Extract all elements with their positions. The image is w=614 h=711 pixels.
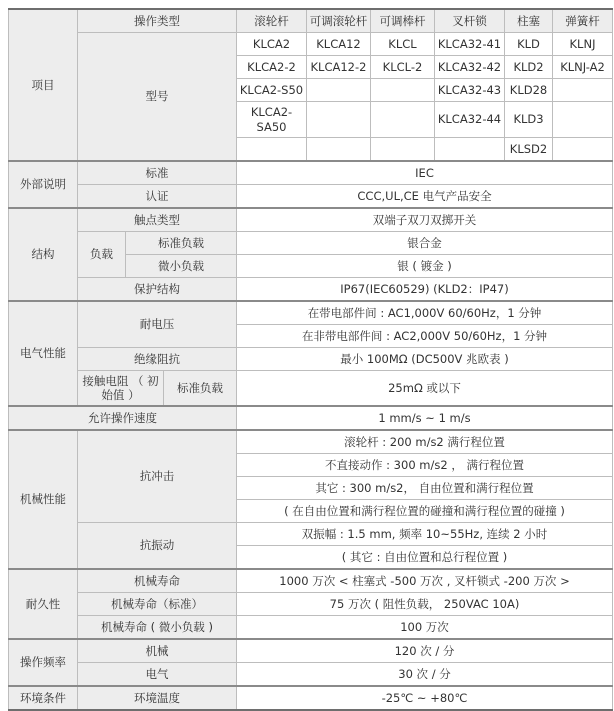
row-label-standard: 标准 — [78, 161, 237, 185]
value-contact-resistance: 25mΩ 或以下 — [237, 371, 613, 407]
model-cell: KLCA32-41 — [435, 33, 505, 56]
value-insulation: 最小 100MΩ (DC500V 兆欧表 ) — [237, 348, 613, 371]
row-mech-life-standard — [9, 593, 613, 616]
row-withstand-voltage-1 — [9, 301, 613, 325]
op-type-roller-lever: 滚轮杆 — [237, 9, 307, 33]
row-standard — [9, 161, 613, 185]
row-label-certification: 认证 — [78, 185, 237, 209]
section-label-items: 项目 — [9, 9, 78, 161]
value-contact-type: 双端子双刀双掷开关 — [237, 208, 613, 232]
row-freq-electrical — [9, 663, 613, 687]
model-cell-empty — [371, 102, 435, 138]
op-type-spring-rod: 弹簧杆 — [553, 9, 613, 33]
value-freq-mechanical: 120 次 / 分 — [237, 639, 613, 663]
model-cell: KLCA32-42 — [435, 56, 505, 79]
section-label-external: 外部说明 — [9, 161, 78, 208]
row-mech-life — [9, 569, 613, 593]
value-mech-life: 1000 万次 < 柱塞式 -500 万次 , 叉杆锁式 -200 万次 > — [237, 569, 613, 593]
row-label-vibration: 抗振动 — [78, 523, 237, 570]
row-label-contact-type: 触点类型 — [78, 208, 237, 232]
section-label-structure: 结构 — [9, 208, 78, 301]
row-label-micro-load: 微小负载 — [126, 255, 237, 278]
row-label-contact-resistance: 接触电阻 （ 初始值 ） — [78, 371, 164, 407]
row-shock-1 — [9, 430, 613, 454]
model-cell-empty — [307, 79, 371, 102]
section-label-mechanical: 机械性能 — [9, 430, 78, 569]
value-shock-2: 不直接动作 : 300 m/s2 ， 满行程位置 — [237, 454, 613, 477]
model-cell: KLD28 — [505, 79, 553, 102]
model-row-1 — [9, 33, 613, 56]
model-cell: KLD3 — [505, 102, 553, 138]
value-shock-1: 滚轮杆 : 200 m/s2 满行程位置 — [237, 430, 613, 454]
row-label-mech-life-micro: 机械寿命 ( 微小负载 ) — [78, 616, 237, 640]
row-label-ambient-temp: 环境温度 — [78, 686, 237, 710]
model-cell: KLCA2-S50 — [237, 79, 307, 102]
model-cell-empty — [435, 138, 505, 162]
model-cell: KLCA2-SA50 — [237, 102, 307, 138]
row-contact-type — [9, 208, 613, 232]
model-cell: KLNJ-A2 — [553, 56, 613, 79]
value-shock-3: 其它 : 300 m/s2， 自由位置和满行程位置 — [237, 477, 613, 500]
row-contact-resistance — [9, 371, 613, 407]
value-protection: IP67(IEC60529) (KLD2：IP47) — [237, 278, 613, 302]
op-type-plunger: 柱塞 — [505, 9, 553, 33]
model-cell: KLNJ — [553, 33, 613, 56]
row-label-shock: 抗冲击 — [78, 430, 237, 523]
value-withstand-nonlive: 在非带电部件间 : AC2,000V 50/60Hz，1 分钟 — [237, 325, 613, 348]
value-certification: CCC,UL,CE 电气产品安全 — [237, 185, 613, 209]
value-withstand-live: 在带电部件间 : AC1,000V 60/60Hz，1 分钟 — [237, 301, 613, 325]
model-cell: KLD2 — [505, 56, 553, 79]
model-cell: KLCA2-2 — [237, 56, 307, 79]
section-label-durability: 耐久性 — [9, 569, 78, 639]
section-label-environment: 环境条件 — [9, 686, 78, 710]
op-type-fork-lock: 叉杆锁 — [435, 9, 505, 33]
row-label-operating-speed: 允许操作速度 — [9, 406, 237, 430]
row-standard-load — [9, 232, 613, 255]
row-ambient-temp — [9, 686, 613, 710]
model-cell: KLCA2 — [237, 33, 307, 56]
row-label-load: 负载 — [78, 232, 126, 278]
row-vibration-1 — [9, 523, 613, 546]
value-vibration-2: ( 其它 : 自由位置和总行程位置 ) — [237, 546, 613, 570]
model-cell-empty — [553, 79, 613, 102]
value-vibration-1: 双振幅 : 1.5 mm, 频率 10~55Hz, 连续 2 小时 — [237, 523, 613, 546]
value-standard-load: 银合金 — [237, 232, 613, 255]
model-cell: KLCA32-44 — [435, 102, 505, 138]
model-cell: KLD — [505, 33, 553, 56]
row-insulation — [9, 348, 613, 371]
model-cell-empty — [237, 138, 307, 162]
section-label-frequency: 操作频率 — [9, 639, 78, 686]
op-type-adj-rod-lever: 可调棒杆 — [371, 9, 435, 33]
row-operation-types — [9, 9, 613, 33]
row-operating-speed — [9, 406, 613, 430]
model-cell: KLCA12 — [307, 33, 371, 56]
model-cell-empty — [307, 138, 371, 162]
model-cell-empty — [371, 138, 435, 162]
value-ambient-temp: -25℃ ~ +80℃ — [237, 686, 613, 710]
model-cell-empty — [553, 102, 613, 138]
spec-table — [8, 8, 613, 711]
row-protection — [9, 278, 613, 302]
value-standard: IEC — [237, 161, 613, 185]
value-micro-load: 银 ( 镀金 ) — [237, 255, 613, 278]
model-cell-empty — [371, 79, 435, 102]
row-mech-life-micro — [9, 616, 613, 640]
model-cell: KLCA32-43 — [435, 79, 505, 102]
model-cell: KLCL-2 — [371, 56, 435, 79]
row-label-contact-resistance-load: 标准负载 — [164, 371, 237, 407]
value-operating-speed: 1 mm/s ~ 1 m/s — [237, 406, 613, 430]
value-shock-4: ( 在自由位置和满行程位置的碰撞和满行程位置的碰撞 ) — [237, 500, 613, 523]
section-label-electrical: 电气性能 — [9, 301, 78, 406]
model-cell-empty — [307, 102, 371, 138]
value-mech-life-micro: 100 万次 — [237, 616, 613, 640]
row-label-withstand-voltage: 耐电压 — [78, 301, 237, 348]
row-label-mech-life-standard: 机械寿命（标准） — [78, 593, 237, 616]
model-cell: KLCA12-2 — [307, 56, 371, 79]
row-label-freq-electrical: 电气 — [78, 663, 237, 687]
op-type-adj-roller-lever: 可调滚轮杆 — [307, 9, 371, 33]
row-label-insulation: 绝缘阻抗 — [78, 348, 237, 371]
row-label-standard-load: 标准负载 — [126, 232, 237, 255]
row-label-freq-mechanical: 机械 — [78, 639, 237, 663]
row-label-mech-life: 机械寿命 — [78, 569, 237, 593]
model-cell: KLSD2 — [505, 138, 553, 162]
model-cell-empty — [553, 138, 613, 162]
value-mech-life-standard: 75 万次 ( 阻性负载， 250VAC 10A) — [237, 593, 613, 616]
model-header: 型号 — [78, 33, 237, 162]
row-certification — [9, 185, 613, 209]
row-label-protection: 保护结构 — [78, 278, 237, 302]
value-freq-electrical: 30 次 / 分 — [237, 663, 613, 687]
row-freq-mechanical — [9, 639, 613, 663]
model-cell: KLCL — [371, 33, 435, 56]
operation-type-header: 操作类型 — [78, 9, 237, 33]
